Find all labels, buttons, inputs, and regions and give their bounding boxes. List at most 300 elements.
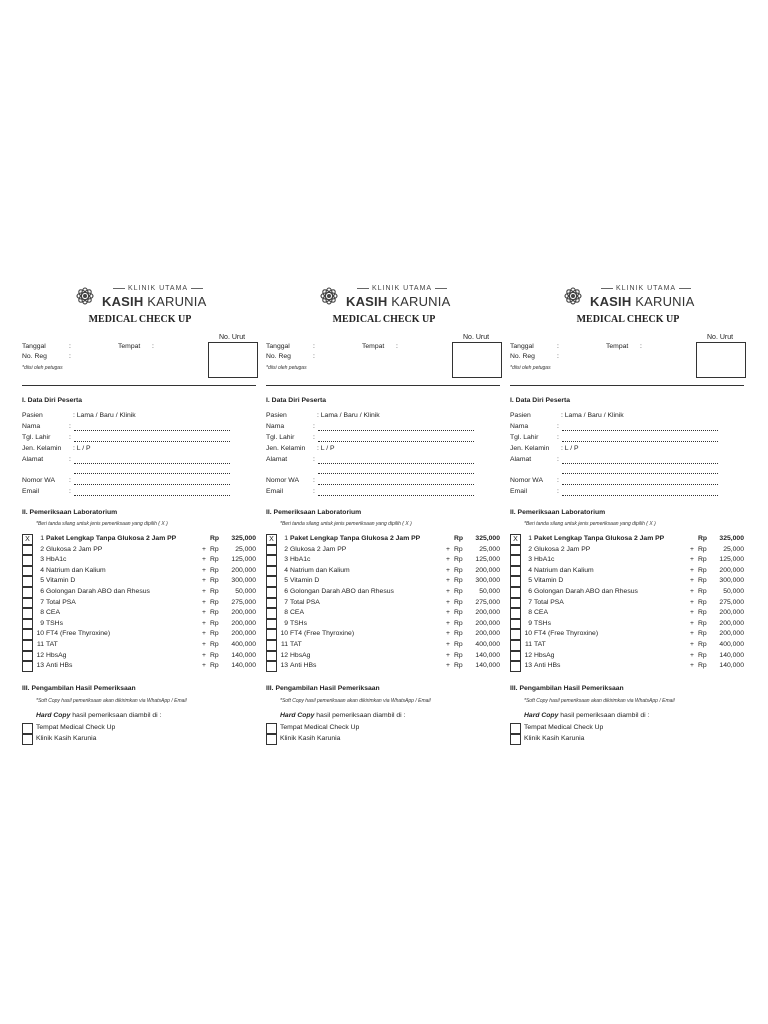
lab-test-row[interactable]: [266, 608, 502, 619]
section-personal-data-title: I. Data Diri Peserta: [510, 397, 571, 404]
lab-test-price: 25,000: [723, 545, 744, 553]
plus-sign: +: [690, 577, 694, 585]
pickup-option[interactable]: [22, 723, 258, 734]
lab-test-number: 12: [36, 651, 44, 659]
tgl-lahir-input-line[interactable]: [318, 441, 474, 442]
lab-test-checkbox[interactable]: [22, 566, 33, 577]
email-field[interactable]: [22, 489, 256, 499]
lab-test-number: 1: [284, 535, 288, 542]
currency-label: Rp: [698, 545, 707, 553]
lab-test-checkbox[interactable]: [266, 661, 277, 672]
currency-label: Rp: [210, 641, 219, 648]
pasien-label: Pasien: [22, 412, 43, 419]
colon: :: [313, 456, 315, 463]
lab-test-row[interactable]: [510, 598, 746, 609]
email-input-line[interactable]: [562, 495, 718, 496]
soft-copy-note: *Soft Copy hasil pemeriksaan akan dikirimkan via WhatsApp / Email: [36, 698, 187, 704]
currency-label: Rp: [698, 566, 707, 574]
lab-test-name: Glukosa 2 Jam PP: [290, 545, 347, 553]
tempat-colon: :: [640, 343, 642, 350]
lab-test-checkbox[interactable]: [22, 545, 33, 556]
tanggal-label: Tanggal: [510, 343, 534, 350]
lab-test-row[interactable]: [22, 545, 258, 556]
lab-test-row[interactable]: [266, 640, 502, 651]
pickup-option[interactable]: [22, 734, 258, 745]
lab-test-checkbox[interactable]: [510, 555, 521, 566]
tanggal-colon: :: [313, 343, 315, 350]
plus-sign: +: [202, 641, 206, 648]
medical-checkup-form: [266, 280, 502, 760]
lab-test-row[interactable]: [510, 555, 746, 566]
lab-test-name: CEA: [534, 609, 548, 617]
no-urut-label: No. Urut: [219, 334, 246, 341]
lab-test-name: HbA1c: [290, 556, 311, 564]
logo-title: KASIH KARUNIA: [102, 294, 207, 309]
hard-copy-label: Hard Copy: [280, 712, 315, 719]
lab-test-checkbox[interactable]: [22, 651, 33, 662]
lab-test-checkbox[interactable]: [266, 598, 277, 609]
pickup-checkbox[interactable]: [510, 723, 521, 734]
lab-test-checkbox[interactable]: [22, 640, 33, 651]
alamat-input-line-2[interactable]: [562, 473, 718, 474]
tempat-label: Tempat: [118, 343, 141, 350]
jenis-kelamin-options[interactable]: : L / P: [561, 445, 579, 452]
lab-test-row[interactable]: [22, 576, 258, 587]
clinic-logo: [72, 283, 212, 311]
lab-test-row[interactable]: [266, 629, 502, 640]
jenis-kelamin-label: Jen. Kelamin: [510, 445, 550, 452]
lab-test-row[interactable]: [510, 576, 746, 587]
lab-test-number: 5: [284, 577, 288, 585]
pasien-options[interactable]: : Lama / Baru / Klinik: [561, 412, 624, 419]
tgl-lahir-label: Tgl. Lahir: [510, 434, 539, 441]
lab-test-name: TSHs: [46, 619, 63, 627]
plus-sign: +: [446, 630, 450, 638]
pickup-option[interactable]: [266, 734, 502, 745]
lab-test-number: 5: [40, 577, 44, 585]
lab-test-checkbox[interactable]: [22, 629, 33, 640]
plus-sign: +: [202, 577, 206, 585]
lab-test-name: Glukosa 2 Jam PP: [534, 545, 591, 553]
lab-test-name: HbsAg: [290, 651, 311, 659]
alamat-input-line-2[interactable]: [74, 473, 230, 474]
tempat-label: Tempat: [606, 343, 629, 350]
tanggal-colon: :: [69, 343, 71, 350]
lab-test-price: 325,000: [719, 535, 744, 542]
lab-test-price: 275,000: [719, 598, 744, 606]
lab-test-checkbox[interactable]: [266, 576, 277, 587]
currency-label: Rp: [454, 535, 464, 542]
lab-test-checkbox[interactable]: [510, 608, 521, 619]
alamat-field[interactable]: [510, 457, 744, 467]
lab-test-row[interactable]: [266, 566, 502, 577]
lab-test-checkbox[interactable]: [266, 545, 277, 556]
plus-sign: +: [690, 566, 694, 574]
pasien-options[interactable]: : Lama / Baru / Klinik: [73, 412, 136, 419]
lab-test-number: 2: [528, 545, 532, 553]
lab-test-row[interactable]: [22, 640, 258, 651]
hard-copy-rest: hasil pemeriksaan diambil di :: [558, 712, 650, 719]
colon: :: [69, 423, 71, 430]
lab-test-row[interactable]: [510, 661, 746, 672]
lab-test-number: 12: [280, 651, 288, 659]
email-label: Email: [266, 488, 283, 495]
tgl-lahir-label: Tgl. Lahir: [22, 434, 51, 441]
logo-title: KASIH KARUNIA: [346, 294, 451, 309]
plus-sign: +: [446, 545, 450, 553]
no-reg-colon: :: [557, 353, 559, 360]
lab-test-price: 140,000: [719, 662, 744, 670]
lab-test-number: 8: [40, 609, 44, 617]
email-input-line[interactable]: [318, 495, 474, 496]
lab-test-name: Natrium dan Kalium: [290, 566, 350, 574]
nama-input-line[interactable]: [562, 430, 718, 431]
lab-test-number: 5: [528, 577, 532, 585]
pasien-row[interactable]: [266, 413, 500, 423]
lab-test-row[interactable]: [22, 555, 258, 566]
lab-test-number: 7: [284, 598, 288, 606]
lab-test-price: 200,000: [475, 609, 500, 617]
plus-sign: +: [446, 598, 450, 606]
lab-test-row[interactable]: [266, 619, 502, 630]
alamat-input-line[interactable]: [318, 463, 474, 464]
lab-test-price: 200,000: [475, 619, 500, 627]
lab-test-checkbox[interactable]: [266, 629, 277, 640]
jenis-kelamin-row[interactable]: [510, 446, 744, 456]
lab-test-price: 25,000: [479, 545, 500, 553]
plus-sign: +: [690, 588, 694, 595]
pickup-checkbox[interactable]: [266, 723, 277, 734]
lab-test-price: 50,000: [235, 588, 256, 595]
pickup-option[interactable]: [266, 723, 502, 734]
lab-test-row[interactable]: [22, 629, 258, 640]
email-field[interactable]: [266, 489, 500, 499]
lab-test-checkbox[interactable]: X: [266, 534, 277, 545]
lab-test-checkbox[interactable]: [22, 598, 33, 609]
flower-logo-icon: [72, 283, 98, 309]
nama-label: Nama: [266, 423, 285, 430]
lab-test-price: 275,000: [231, 598, 256, 606]
nomor-wa-label: Nomor WA: [22, 477, 55, 484]
lab-test-checkbox[interactable]: X: [510, 534, 521, 545]
form-title: MEDICAL CHECK UP: [332, 314, 436, 325]
email-input-line[interactable]: [74, 495, 230, 496]
lab-test-number: 7: [528, 598, 532, 606]
pickup-checkbox[interactable]: [22, 734, 33, 745]
pickup-option[interactable]: [510, 723, 746, 734]
currency-label: Rp: [210, 598, 219, 606]
pickup-option-label: Tempat Medical Check Up: [280, 724, 360, 731]
tgl-lahir-field[interactable]: [266, 435, 500, 445]
lab-test-name: Natrium dan Kalium: [534, 566, 594, 574]
nama-input-line[interactable]: [318, 430, 474, 431]
pickup-checkbox[interactable]: [266, 734, 277, 745]
lab-test-name: TAT: [534, 641, 546, 648]
lab-test-row[interactable]: [22, 587, 258, 598]
lab-test-row[interactable]: [510, 629, 746, 640]
hard-copy-label: Hard Copy: [524, 712, 559, 719]
lab-test-checkbox[interactable]: [510, 545, 521, 556]
currency-label: Rp: [698, 535, 708, 542]
currency-label: Rp: [454, 619, 463, 627]
lab-test-price: 140,000: [231, 662, 256, 670]
alamat-label: Alamat: [266, 456, 288, 463]
lab-test-row[interactable]: [22, 566, 258, 577]
plus-sign: +: [202, 662, 206, 670]
lab-test-name: Anti HBs: [534, 662, 561, 670]
currency-label: Rp: [454, 598, 463, 606]
lab-test-checkbox[interactable]: [266, 587, 277, 598]
lab-test-price: 200,000: [719, 566, 744, 574]
jenis-kelamin-row[interactable]: [22, 446, 256, 456]
lab-test-row[interactable]: [510, 640, 746, 651]
lab-test-number: 11: [280, 641, 288, 648]
plus-sign: +: [446, 588, 450, 595]
email-label: Email: [22, 488, 39, 495]
lab-test-name: TAT: [290, 641, 302, 648]
section-personal-data-title: I. Data Diri Peserta: [22, 397, 83, 404]
nomor-wa-input-line[interactable]: [74, 484, 230, 485]
hard-copy-text: [36, 713, 161, 720]
currency-label: Rp: [454, 662, 463, 670]
section-result-pickup-title: III. Pengambilan Hasil Pemeriksaan: [22, 685, 136, 692]
alamat-input-line[interactable]: [74, 463, 230, 464]
lab-test-number: 12: [524, 651, 532, 659]
lab-test-name: Natrium dan Kalium: [46, 566, 106, 574]
tgl-lahir-label: Tgl. Lahir: [266, 434, 295, 441]
colon: :: [69, 488, 71, 495]
lab-test-name: Total PSA: [290, 598, 320, 606]
lab-test-name: Vitamin D: [290, 577, 320, 585]
lab-test-checkbox[interactable]: [22, 608, 33, 619]
lab-test-row[interactable]: [266, 661, 502, 672]
section-result-pickup-title: III. Pengambilan Hasil Pemeriksaan: [266, 685, 380, 692]
alamat-input-line[interactable]: [562, 463, 718, 464]
alamat-input-line-2[interactable]: [318, 473, 474, 474]
lab-test-checkbox[interactable]: [266, 640, 277, 651]
pickup-checkbox[interactable]: [510, 734, 521, 745]
lab-test-checkbox[interactable]: [22, 661, 33, 672]
lab-test-number: 6: [40, 588, 44, 595]
hard-copy-rest: hasil pemeriksaan diambil di :: [70, 712, 162, 719]
nomor-wa-field[interactable]: [266, 478, 500, 488]
lab-test-checkbox[interactable]: [22, 619, 33, 630]
currency-label: Rp: [698, 598, 707, 606]
lab-test-row[interactable]: [510, 566, 746, 577]
lab-test-row[interactable]: [22, 608, 258, 619]
lab-test-price: 200,000: [719, 619, 744, 627]
lab-test-checkbox[interactable]: [22, 587, 33, 598]
no-urut-label: No. Urut: [707, 334, 734, 341]
tgl-lahir-field[interactable]: [510, 435, 744, 445]
lab-test-name: CEA: [46, 609, 60, 617]
currency-label: Rp: [454, 651, 463, 659]
currency-label: Rp: [210, 619, 219, 627]
lab-test-row[interactable]: [22, 661, 258, 672]
lab-test-row[interactable]: [510, 534, 746, 545]
pickup-option-label: Klinik Kasih Karunia: [36, 735, 97, 742]
currency-label: Rp: [210, 630, 219, 638]
plus-sign: +: [446, 566, 450, 574]
lab-test-row[interactable]: [266, 555, 502, 566]
lab-test-row[interactable]: [266, 587, 502, 598]
lab-test-name: Vitamin D: [46, 577, 76, 585]
nama-field[interactable]: [510, 424, 744, 434]
plus-sign: +: [690, 651, 694, 659]
lab-test-checkbox[interactable]: [510, 598, 521, 609]
lab-test-checkbox[interactable]: [510, 619, 521, 630]
nomor-wa-input-line[interactable]: [562, 484, 718, 485]
lab-test-name: Anti HBs: [290, 662, 317, 670]
no-reg-label: No. Reg: [510, 353, 535, 360]
lab-test-row[interactable]: [510, 587, 746, 598]
lab-test-number: 13: [280, 662, 288, 670]
tanggal-label: Tanggal: [22, 343, 46, 350]
colon: :: [313, 488, 315, 495]
currency-label: Rp: [698, 609, 707, 617]
email-label: Email: [510, 488, 527, 495]
nama-input-line[interactable]: [74, 430, 230, 431]
nama-field[interactable]: [22, 424, 256, 434]
plus-sign: +: [202, 556, 206, 564]
tgl-lahir-input-line[interactable]: [562, 441, 718, 442]
lab-test-checkbox[interactable]: [266, 566, 277, 577]
jenis-kelamin-label: Jen. Kelamin: [22, 445, 62, 452]
tgl-lahir-field[interactable]: [22, 435, 256, 445]
currency-label: Rp: [210, 535, 220, 542]
lab-test-checkbox[interactable]: [510, 651, 521, 662]
lab-test-number: 9: [40, 619, 44, 627]
lab-test-checkbox[interactable]: [510, 629, 521, 640]
plus-sign: +: [202, 566, 206, 574]
lab-test-checkbox[interactable]: [510, 576, 521, 587]
lab-test-price: 25,000: [235, 545, 256, 553]
jenis-kelamin-options[interactable]: : L / P: [317, 445, 335, 452]
lab-test-price: 400,000: [719, 641, 744, 648]
plus-sign: +: [202, 651, 206, 659]
lab-test-number: 11: [36, 641, 44, 648]
lab-test-row[interactable]: [266, 545, 502, 556]
pickup-option[interactable]: [510, 734, 746, 745]
hard-copy-text: [524, 713, 649, 720]
lab-test-checkbox[interactable]: [266, 608, 277, 619]
tanggal-colon: :: [557, 343, 559, 350]
currency-label: Rp: [698, 651, 707, 659]
plus-sign: +: [690, 609, 694, 617]
lab-test-row[interactable]: [510, 608, 746, 619]
lab-test-number: 7: [40, 598, 44, 606]
no-urut-box[interactable]: [452, 342, 502, 378]
pickup-checkbox[interactable]: [22, 723, 33, 734]
lab-test-name: Paket Lengkap Tanpa Glukosa 2 Jam PP: [290, 535, 421, 542]
jenis-kelamin-options[interactable]: : L / P: [73, 445, 91, 452]
medical-checkup-form: [510, 280, 746, 760]
email-field[interactable]: [510, 489, 744, 499]
pasien-options[interactable]: : Lama / Baru / Klinik: [317, 412, 380, 419]
nomor-wa-label: Nomor WA: [510, 477, 543, 484]
lab-test-row[interactable]: [266, 598, 502, 609]
lab-test-name: TAT: [46, 641, 58, 648]
lab-test-row[interactable]: [22, 619, 258, 630]
nomor-wa-input-line[interactable]: [318, 484, 474, 485]
nomor-wa-field[interactable]: [510, 478, 744, 488]
lab-test-number: 4: [284, 566, 288, 574]
jenis-kelamin-row[interactable]: [266, 446, 500, 456]
jenis-kelamin-label: Jen. Kelamin: [266, 445, 306, 452]
pasien-row[interactable]: [22, 413, 256, 423]
plus-sign: +: [690, 662, 694, 670]
alamat-field[interactable]: [266, 457, 500, 467]
currency-label: Rp: [454, 630, 463, 638]
lab-test-name: FT4 (Free Thyroxine): [290, 630, 355, 638]
currency-label: Rp: [454, 577, 463, 585]
lab-test-number: 9: [528, 619, 532, 627]
colon: :: [557, 434, 559, 441]
colon: :: [69, 434, 71, 441]
lab-test-checkbox[interactable]: [266, 619, 277, 630]
alamat-field[interactable]: [22, 457, 256, 467]
tgl-lahir-input-line[interactable]: [74, 441, 230, 442]
lab-test-name: HbA1c: [534, 556, 555, 564]
lab-test-number: 10: [36, 630, 44, 638]
lab-test-row[interactable]: [510, 545, 746, 556]
lab-test-row[interactable]: [510, 651, 746, 662]
lab-test-row[interactable]: [266, 534, 502, 545]
lab-test-price: 325,000: [475, 535, 500, 542]
nama-field[interactable]: [266, 424, 500, 434]
lab-test-checkbox[interactable]: [22, 555, 33, 566]
colon: :: [557, 423, 559, 430]
pasien-row[interactable]: [510, 413, 744, 423]
lab-test-row[interactable]: [22, 534, 258, 545]
lab-test-row[interactable]: [22, 598, 258, 609]
lab-test-row[interactable]: [22, 651, 258, 662]
no-urut-box[interactable]: [208, 342, 258, 378]
lab-test-checkbox[interactable]: [510, 661, 521, 672]
medical-checkup-form: [22, 280, 258, 760]
lab-test-row[interactable]: [510, 619, 746, 630]
lab-test-checkbox[interactable]: [510, 640, 521, 651]
colon: :: [313, 434, 315, 441]
lab-test-name: TSHs: [290, 619, 307, 627]
lab-test-price: 140,000: [475, 662, 500, 670]
lab-test-checkbox[interactable]: [266, 555, 277, 566]
lab-test-checkbox[interactable]: [266, 651, 277, 662]
hard-copy-label: Hard Copy: [36, 712, 71, 719]
logo-subtitle: KLINIK UTAMA: [110, 285, 206, 292]
lab-test-number: 3: [40, 556, 44, 564]
no-urut-box[interactable]: [696, 342, 746, 378]
currency-label: Rp: [698, 556, 707, 564]
section-lab-title: II. Pemeriksaan Laboratorium: [266, 509, 362, 516]
lab-test-number: 6: [528, 588, 532, 595]
nomor-wa-field[interactable]: [22, 478, 256, 488]
divider: [22, 385, 256, 386]
lab-test-checkbox[interactable]: [510, 587, 521, 598]
flower-logo-icon: [316, 283, 342, 309]
lab-test-checkbox[interactable]: [510, 566, 521, 577]
lab-test-row[interactable]: [266, 651, 502, 662]
plus-sign: +: [446, 641, 450, 648]
plus-sign: +: [690, 598, 694, 606]
currency-label: Rp: [698, 619, 707, 627]
lab-test-row[interactable]: [266, 576, 502, 587]
soft-copy-note: *Soft Copy hasil pemeriksaan akan dikirimkan via WhatsApp / Email: [280, 698, 431, 704]
plus-sign: +: [446, 662, 450, 670]
lab-test-checkbox[interactable]: X: [22, 534, 33, 545]
lab-test-name: FT4 (Free Thyroxine): [46, 630, 111, 638]
lab-test-checkbox[interactable]: [22, 576, 33, 587]
